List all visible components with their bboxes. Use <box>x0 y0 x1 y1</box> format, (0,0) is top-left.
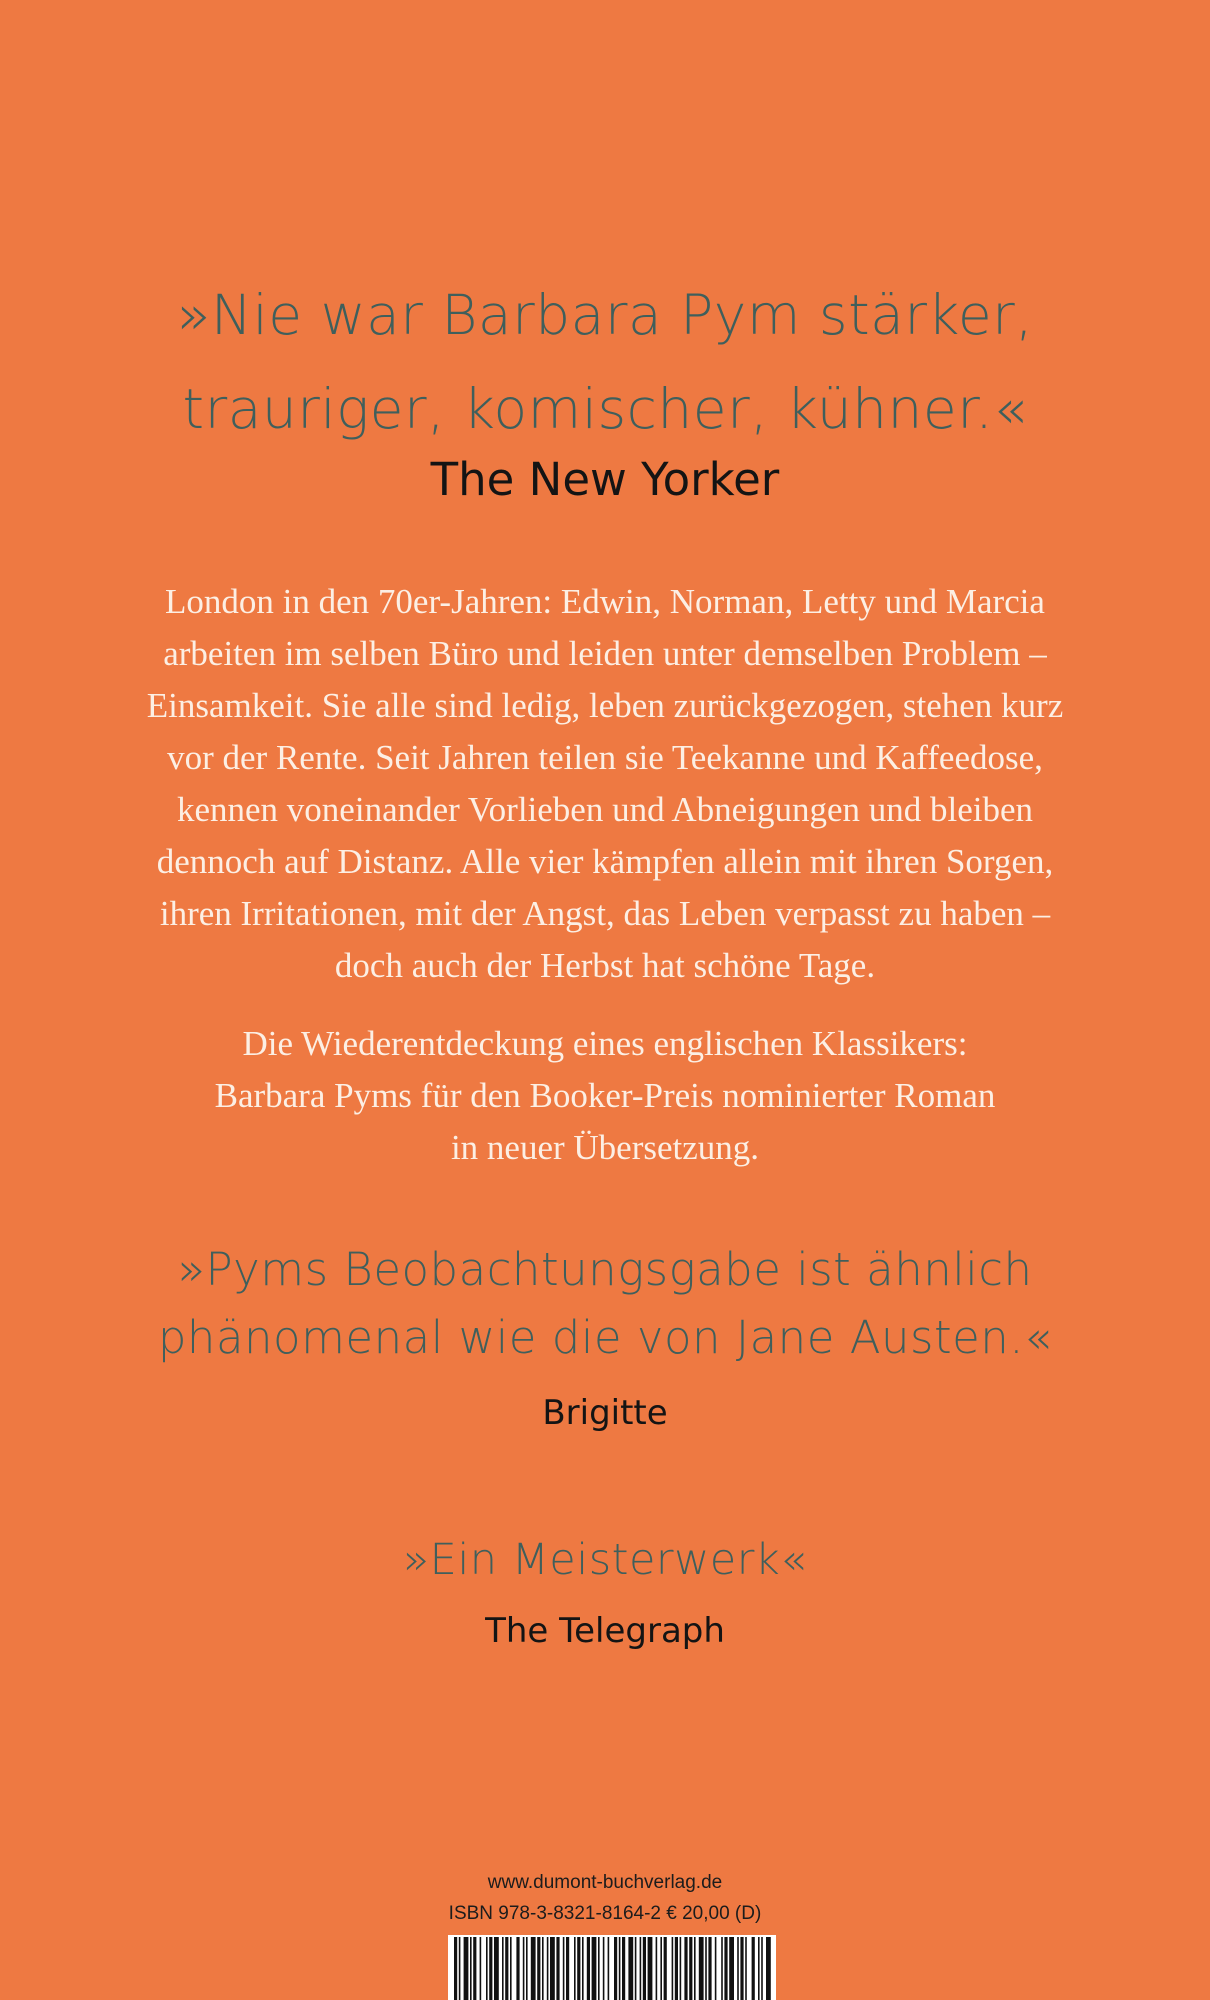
barcode-graphic <box>448 1935 776 2000</box>
barcode-bar <box>598 1937 600 2000</box>
blurb-line: ihren Irritationen, mit der Angst, das Leben verpasst zu haben – <box>159 894 1051 933</box>
barcode-bar <box>724 1937 727 2000</box>
barcode-bar <box>542 1937 544 2000</box>
barcode-bar <box>459 1937 461 2000</box>
barcode-bar <box>494 1937 499 2000</box>
barcode-bar <box>592 1937 597 2000</box>
barcode-bar <box>473 1937 476 2000</box>
quote-line: »Nie war Barbara Pym stärker, <box>176 283 1034 347</box>
blurb-paragraph-1 <box>0 576 1210 992</box>
barcode-bar <box>640 1937 642 2000</box>
barcode-bar <box>752 1937 755 2000</box>
barcode <box>448 1935 776 2000</box>
barcode-bar <box>505 1937 508 2000</box>
quote-brigitte <box>0 1236 1210 1372</box>
barcode-bar <box>766 1937 771 2000</box>
barcode-bar <box>689 1937 692 2000</box>
barcode-bar <box>516 1937 519 2000</box>
barcode-bar <box>587 1937 590 2000</box>
barcode-bar <box>648 1937 653 2000</box>
quote-source-brigitte: Brigitte <box>542 1393 668 1433</box>
barcode-bar <box>556 1937 559 2000</box>
barcode-bar <box>486 1937 488 2000</box>
barcode-bar <box>635 1937 637 2000</box>
barcode-bar <box>550 1937 555 2000</box>
barcode-bar <box>729 1937 734 2000</box>
barcode-bar <box>574 1937 576 2000</box>
barcode-bar <box>537 1937 540 2000</box>
barcode-bar <box>643 1937 646 2000</box>
barcode-bar <box>489 1937 492 2000</box>
blurb-line: vor der Rente. Seit Jahren teilen sie Teekanne und Kaffeedose, <box>167 738 1043 777</box>
barcode-bar <box>708 1937 711 2000</box>
barcode-bar <box>761 1937 763 2000</box>
barcode-bar <box>660 1937 662 2000</box>
blurb-line: kennen voneinander Vorlieben und Abneigungen und bleiben <box>176 790 1033 829</box>
barcode-bar <box>664 1937 667 2000</box>
quote-telegraph <box>0 1530 1210 1590</box>
barcode-bar <box>563 1937 565 2000</box>
barcode-bar <box>737 1937 739 2000</box>
barcode-bar <box>523 1937 525 2000</box>
blurb-line: Die Wiederentdeckung eines englischen Klassikers: <box>242 1024 968 1063</box>
blurb-line: doch auch der Herbst hat schöne Tage. <box>334 946 876 985</box>
barcode-bar <box>470 1937 472 2000</box>
quote-line: »Pyms Beobachtungsgabe ist ähnlich <box>177 1243 1033 1296</box>
blurb-line: Einsamkeit. Sie alle sind ledig, leben zurückgezogen, stehen kurz <box>146 686 1064 725</box>
barcode-bar <box>699 1937 704 2000</box>
barcode-bar <box>603 1937 605 2000</box>
barcode-bar <box>577 1937 580 2000</box>
barcode-bar <box>582 1937 584 2000</box>
barcode-bar <box>566 1937 569 2000</box>
barcode-bar <box>680 1937 682 2000</box>
quote-line: phänomenal wie die von Jane Austen.« <box>157 1311 1053 1364</box>
barcode-bar <box>715 1937 717 2000</box>
blurb-line: arbeiten im selben Büro und leiden unter demselben Problem – <box>163 634 1047 673</box>
blurb-line: dennoch auf Distanz. Alle vier kämpfen allein mit ihren Sorgen, <box>156 842 1054 881</box>
barcode-bar <box>480 1937 482 2000</box>
barcode-bar <box>675 1937 678 2000</box>
quote-source-new-yorker: The New Yorker <box>430 453 780 506</box>
blurb-paragraph-2 <box>0 1018 1210 1174</box>
blurb-line: London in den 70er-Jahren: Edwin, Norman, Letty und Marcia <box>165 582 1045 621</box>
barcode-bar <box>656 1937 658 2000</box>
barcode-bar <box>721 1937 723 2000</box>
publisher-url: www.dumont-buchverlag.de <box>487 1872 723 1893</box>
isbn-price: ISBN 978-3-8321-8164-2 € 20,00 (D) <box>448 1903 762 1924</box>
blurb-line: in neuer Übersetzung. <box>450 1128 760 1167</box>
barcode-bar <box>628 1937 633 2000</box>
quote-new-yorker <box>0 268 1210 456</box>
barcode-bar <box>464 1937 469 2000</box>
quote-line: »Ein Meisterwerk« <box>402 1535 808 1585</box>
barcode-bar <box>672 1937 674 2000</box>
barcode-bar <box>502 1937 504 2000</box>
barcode-bar <box>740 1937 743 2000</box>
barcode-bar <box>526 1937 528 2000</box>
barcode-bar <box>614 1937 617 2000</box>
barcode-bar <box>510 1937 512 2000</box>
quote-source-telegraph: The Telegraph <box>485 1611 725 1651</box>
barcode-bar <box>547 1937 549 2000</box>
barcode-bar <box>684 1937 687 2000</box>
barcode-bar <box>619 1937 621 2000</box>
barcode-bar <box>454 1937 457 2000</box>
quote-line: trauriger, komischer, kühner.« <box>182 377 1028 441</box>
barcode-bar <box>694 1937 696 2000</box>
barcode-bar <box>745 1937 747 2000</box>
barcode-bar <box>608 1937 610 2000</box>
barcode-bar <box>705 1937 707 2000</box>
barcode-bar <box>758 1937 760 2000</box>
blurb-line: Barbara Pyms für den Booker-Preis nominierter Roman <box>214 1076 996 1115</box>
barcode-bar <box>531 1937 536 2000</box>
barcode-bar <box>622 1937 625 2000</box>
